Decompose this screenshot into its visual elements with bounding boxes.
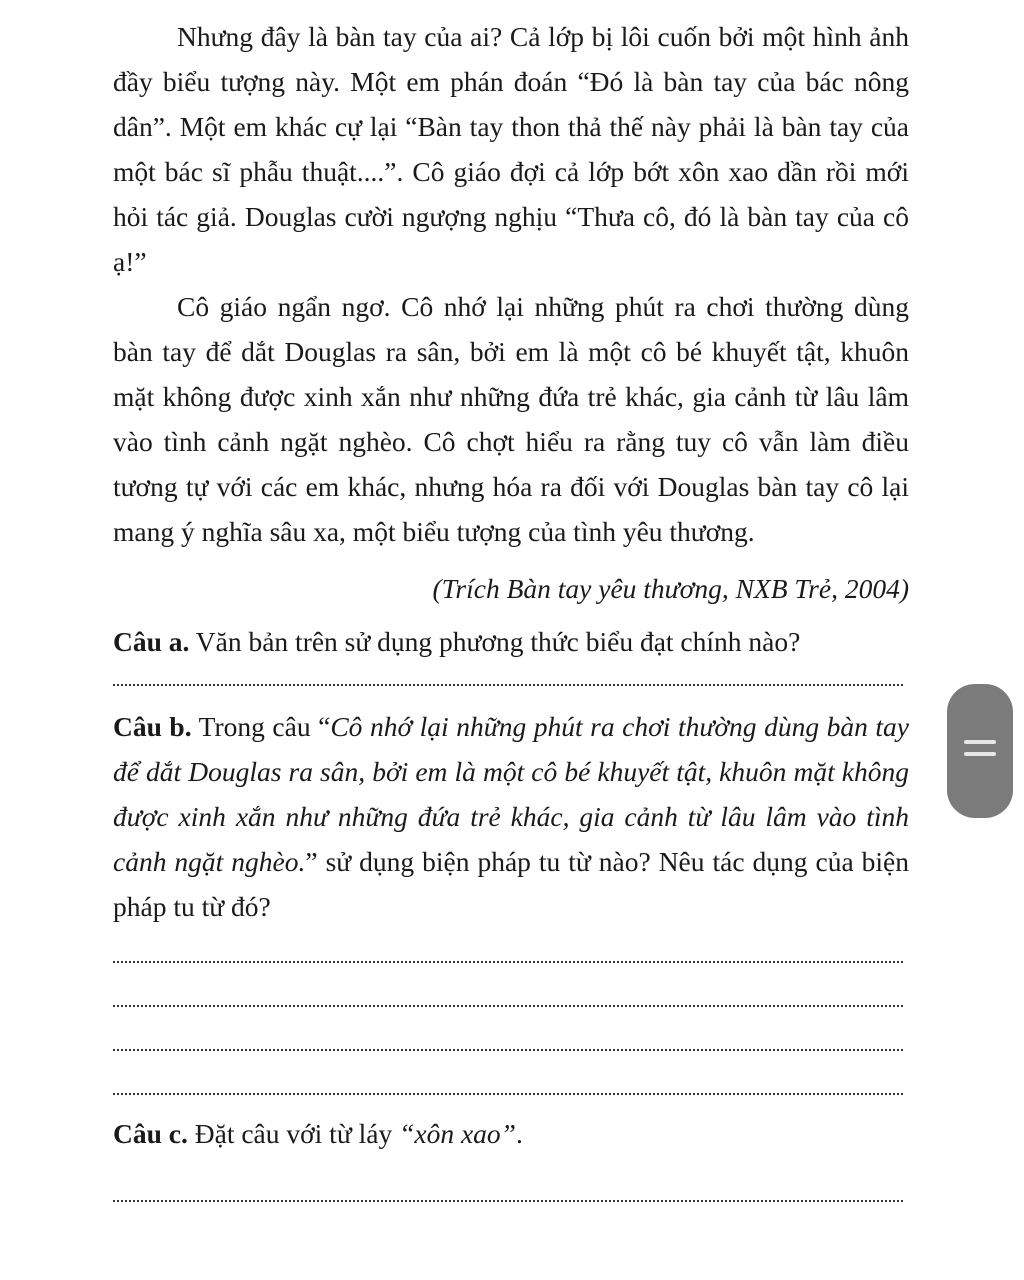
- answer-line-b-4[interactable]: [113, 1093, 903, 1095]
- passage-paragraph-2-text: Cô giáo ngẩn ngơ. Cô nhớ lại những phút ra chơi thường dùng bàn tay để dắt Douglas ra sân, bởi em là một cô bé khuyết tật, khuôn mặt không được xinh xắn như những đứa trẻ khác, gia cảnh từ lâu lâm vào tình cảnh ngặt nghèo. Cô chợt hiểu ra rằng tuy cô vẫn làm điều tương tự với các em khác, nhưng hóa ra đối với Douglas bàn tay cô lại mang ý nghĩa sâu xa, một biểu tượng của tình yêu thương.: [113, 291, 909, 547]
- passage-paragraph-1: [113, 14, 909, 284]
- drag-handle-icon: [964, 740, 996, 744]
- question-c-text-post: .: [515, 1118, 523, 1149]
- passage-paragraph-2: [113, 284, 909, 554]
- passage-source: (Trích Bàn tay yêu thương, NXB Trẻ, 2004): [432, 573, 909, 604]
- question-b-text-post: ” sử dụng biện pháp tu từ nào? Nêu tác dụng của biện pháp tu từ đó?: [113, 846, 909, 922]
- question-a: [113, 619, 909, 664]
- answer-line-a[interactable]: [113, 684, 903, 686]
- question-c-word: “xôn xao”: [399, 1118, 516, 1149]
- question-a-text: Văn bản trên sử dụng phương thức biểu đạt chính nào?: [189, 626, 801, 657]
- answer-line-b-3[interactable]: [113, 1049, 903, 1051]
- question-b-label: Câu b.: [113, 711, 192, 742]
- document-page: [113, 0, 909, 1202]
- scroll-handle[interactable]: [947, 684, 1013, 818]
- question-c-label: Câu c.: [113, 1118, 188, 1149]
- drag-handle-icon-line: [964, 752, 996, 756]
- question-b-text-pre: Trong câu “: [191, 711, 331, 742]
- question-c: [113, 1111, 909, 1156]
- question-b-quote: Cô nhớ lại những phút ra chơi thường dùng bàn tay để dắt Douglas ra sân, bởi em là một cô bé khuyết tật, khuôn mặt không được xinh xắn như những đứa trẻ khác, gia cảnh từ lâu lâm vào tình cảnh ngặt nghèo.: [113, 711, 909, 877]
- passage-paragraph-1-text: Nhưng đây là bàn tay của ai? Cả lớp bị lôi cuốn bởi một hình ảnh đầy biểu tượng này. Một em phán đoán “Đó là bàn tay của bác nông dân”. Một em khác cự lại “Bàn tay thon thả thế này phải là bàn tay của một bác sĩ phẫu thuật....”. Cô giáo đợi cả lớp bớt xôn xao dần rồi mới hỏi tác giả. Douglas cười ngượng nghịu “Thưa cô, đó là bàn tay của cô ạ!”: [113, 21, 909, 277]
- answer-line-c[interactable]: [113, 1200, 903, 1202]
- question-a-label: Câu a.: [113, 626, 190, 657]
- question-b: [113, 704, 909, 929]
- question-c-text-pre: Đặt câu với từ láy: [187, 1118, 400, 1149]
- answer-line-b-1[interactable]: [113, 961, 903, 963]
- answer-line-b-2[interactable]: [113, 1005, 903, 1007]
